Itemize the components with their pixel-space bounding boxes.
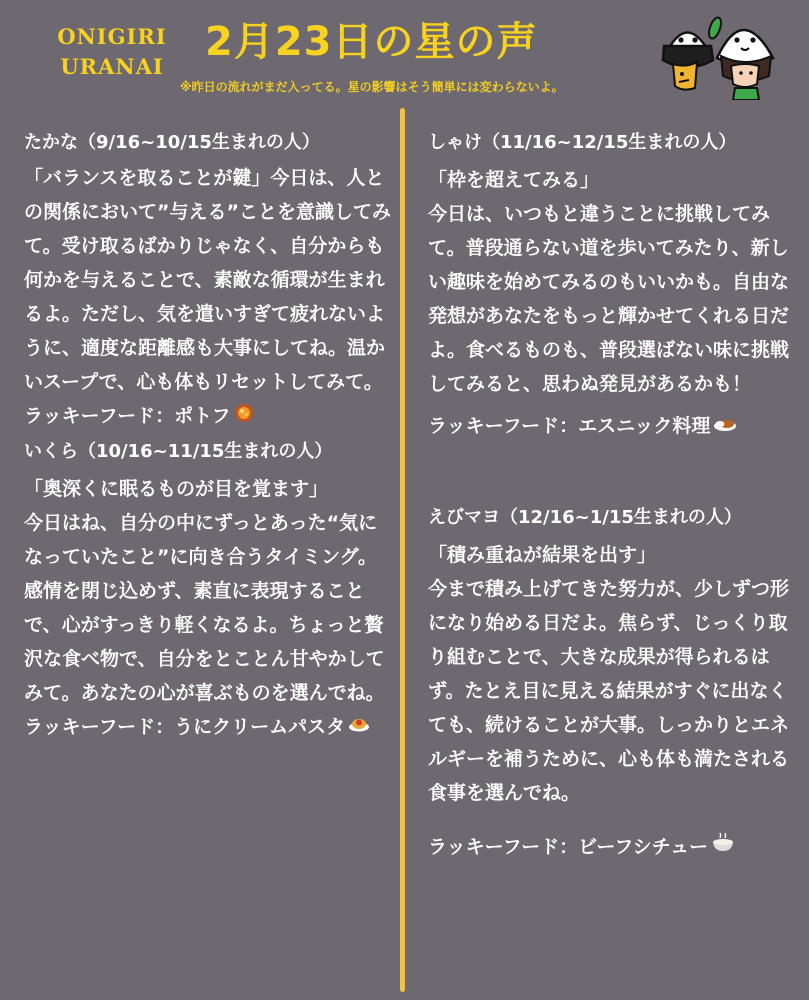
- shake-body: 今日は、いつもと違うことに挑戦してみて。普段通らない道を歩いてみたり、新しい趣味を始めてみるのもいいかも。自由な発想があなたをもっと輝かせてくれる日だよ。食べるものも、普段選ばない味に挑戦してみると、思わぬ発見があるかも！: [428, 203, 790, 395]
- shake-heading: しゃけ（11/16~12/15生まれの人）: [428, 132, 737, 153]
- header-note: ※昨日の流れがまだ入ってる。星の影響はそう簡単には変わらないよ。: [180, 80, 564, 94]
- brand-logo: [52, 22, 172, 82]
- takana-heading: たかな（9/16~10/15生まれの人）: [24, 132, 320, 153]
- ebimayo-lucky-food: [428, 830, 798, 865]
- pot-au-feu-icon: [234, 400, 254, 434]
- ikura-text: 今日はね、自分の中にずっとあった“気になっていたこと”に向き合うタイミング。感情を閉じ込めず、素直に表現することで、心がすっきり軽くなるよ。ちょっと贅沢な食べ物で、自分をとことん甘やかしてみて。あなたの心が喜ぶものを選んでね。ラッキーフード：うにクリームパスタ: [24, 511, 385, 738]
- shake-food-text: ラッキーフード：エスニック料理: [428, 415, 711, 437]
- ebimayo-food-text: ラッキーフード：ビーフシチュー: [428, 835, 709, 858]
- stew-icon: [711, 830, 735, 864]
- onigiri-mascots-icon: [655, 10, 785, 100]
- ikura-body: [24, 506, 392, 745]
- brand-line-1: ONIGIRI: [57, 24, 167, 49]
- brand-line-2: URANAI: [60, 54, 164, 79]
- curry-icon: [713, 410, 737, 444]
- right-column: [428, 125, 798, 864]
- ikura-heading: いくら（10/16~11/15生まれの人）: [24, 440, 333, 462]
- shake-lucky-food: [428, 409, 798, 444]
- takana-text: 「バランスを取ることが鍵」今日は、人との関係において”与える”ことを意識してみて。受け取るばかりじゃなく、自分からも何かを与えることで、素敵な循環が生まれるよ。ただし、気を遣いすぎて疲れないように、適度な距離感も大事にしてね。温かいスープで、心も体もリセットしてみて。ラッキーフード：ポトフ: [24, 167, 391, 427]
- column-divider: [400, 108, 405, 992]
- left-column: [24, 125, 392, 744]
- ikura-theme: 「奥深くに眠るものが目を覚ます」: [24, 477, 329, 500]
- ebimayo-theme: 「積み重ねが結果を出す」: [428, 543, 657, 566]
- ebimayo-body: 今まで積み上げてきた努力が、少しずつ形になり始める日だよ。焦らず、じっくり取り組むことで、大きな成果が得られるはず。たとえ目に見える結果がすぐに出なくても、続けることが大事。しっかりとエネルギーを補うために、心も体も満たされる食事を選んでね。: [428, 577, 790, 804]
- page-title: 2月23日の星の声: [205, 19, 538, 65]
- takana-body: [24, 161, 392, 434]
- shake-theme: 「枠を超えてみる」: [428, 169, 600, 191]
- ebimayo-heading: えびマヨ（12/16~1/15生まれの人）: [428, 506, 742, 528]
- pasta-icon: [348, 710, 370, 744]
